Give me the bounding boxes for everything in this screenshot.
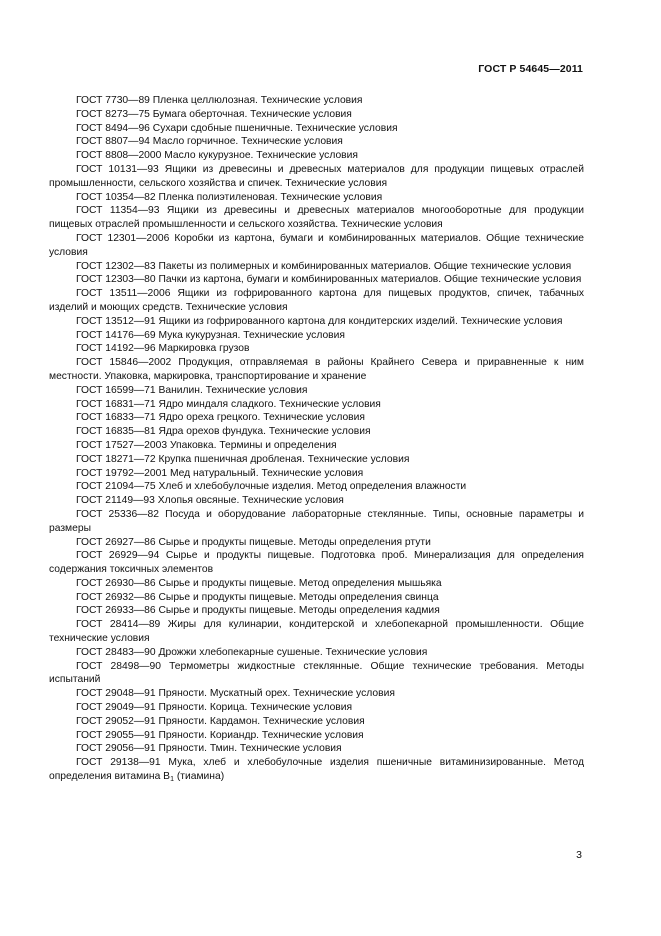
reference-entry: ГОСТ 10354—82 Пленка полиэтиленовая. Технические условия: [76, 191, 383, 203]
reference-entry: ГОСТ 16831—71 Ядро миндаля сладкого. Технические условия: [76, 398, 381, 410]
reference-entry: ГОСТ 8808—2000 Масло кукурузное. Технические условия: [76, 150, 358, 162]
reference-entry: ГОСТ 18271—72 Крупка пшеничная дробленая. Технические условия: [76, 453, 410, 465]
reference-entry: ГОСТ 26932—86 Сырье и продукты пищевые. Методы определения свинца: [76, 591, 439, 603]
vitamin-subscript: 1: [170, 776, 174, 784]
reference-entry-last-text: ГОСТ 29138—91 Мука, хлеб и хлебобулочные изделия пшеничные витаминизированные. Метод определения витамина B: [49, 757, 584, 783]
reference-entry: ГОСТ 29049—91 Пряности. Корица. Технические условия: [76, 702, 353, 714]
reference-entry-last: [49, 756, 584, 784]
document-header-title: ГОСТ Р 54645—2011: [478, 63, 583, 75]
reference-entry: ГОСТ 16833—71 Ядро ореха грецкого. Технические условия: [76, 412, 365, 424]
reference-entry: ГОСТ 28498—90 Термометры жидкостные стеклянные. Общие технические требования. Методы испытаний: [49, 660, 584, 686]
reference-entry: ГОСТ 11354—93 Ящики из древесины и древесных материалов многооборотные для продукции пищевых отраслей промышленности и сельского хозяйства. Технические условия: [49, 205, 584, 231]
reference-entry: ГОСТ 8807—94 Масло горчичное. Технические условия: [76, 136, 343, 148]
reference-entry: ГОСТ 15846—2002 Продукция, отправляемая в районы Крайнего Севера и приравненные к ним местности. Упаковка, маркировка, транспортирование и хранение: [49, 357, 584, 382]
reference-entry: ГОСТ 16835—81 Ядра орехов фундука. Технические условия: [76, 426, 371, 438]
reference-entry: ГОСТ 26927—86 Сырье и продукты пищевые. Методы определения ртути: [76, 536, 431, 548]
reference-entry: ГОСТ 29055—91 Пряности. Кориандр. Технические условия: [76, 729, 364, 741]
reference-entry: ГОСТ 21094—75 Хлеб и хлебобулочные изделия. Метод определения влажности: [76, 481, 467, 493]
reference-entry: ГОСТ 13511—2006 Ящики из гофрированного картона для пищевых продуктов, спичек, табачных изделий и моющих средств. Технические условия: [49, 288, 584, 313]
reference-entry: ГОСТ 8273—75 Бумага оберточная. Технические условия: [76, 108, 352, 120]
reference-entry: ГОСТ 21149—93 Хлопья овсяные. Технические условия: [76, 495, 344, 507]
reference-entry: ГОСТ 12301—2006 Коробки из картона, бумаги и комбинированных материалов. Общие технические условия: [49, 232, 584, 258]
reference-entry: ГОСТ 26930—86 Сырье и продукты пищевые. Метод определения мышьяка: [76, 577, 442, 589]
reference-entry: ГОСТ 8494—96 Сухари сдобные пшеничные. Технические условия: [76, 122, 398, 134]
reference-entry: ГОСТ 19792—2001 Мед натуральный. Технические условия: [76, 467, 364, 479]
reference-entry: ГОСТ 16599—71 Ванилин. Технические условия: [76, 384, 308, 396]
reference-entry: ГОСТ 12303—80 Пачки из картона, бумаги и комбинированных материалов. Общие технические условия: [76, 274, 582, 286]
reference-entry: ГОСТ 26929—94 Сырье и продукты пищевые. Подготовка проб. Минерализация для определения содержания токсичных элементов: [49, 550, 584, 576]
reference-entry: ГОСТ 26933—86 Сырье и продукты пищевые. Методы определения кадмия: [76, 605, 440, 617]
reference-entries: [49, 94, 584, 756]
reference-entry: ГОСТ 29056—91 Пряности. Тмин. Технические условия: [76, 743, 342, 755]
reference-entry: ГОСТ 10131—93 Ящики из древесины и древесных материалов для продукции пищевых отраслей промышленности, сельского хозяйства и спичек. Технические условия: [49, 163, 584, 189]
reference-entry: ГОСТ 14192—96 Маркировка грузов: [76, 343, 250, 355]
reference-entry: ГОСТ 13512—91 Ящики из гофрированного картона для кондитерских изделий. Технические условия: [76, 315, 563, 327]
reference-entry: ГОСТ 29048—91 Пряности. Мускатный орех. Технические условия: [76, 688, 395, 700]
normative-references-list: [49, 94, 584, 784]
reference-entry: ГОСТ 29052—91 Пряности. Кардамон. Технические условия: [76, 715, 365, 727]
reference-entry: ГОСТ 28483—90 Дрожжи хлебопекарные сушеные. Технические условия: [76, 646, 428, 658]
reference-entry: ГОСТ 28414—89 Жиры для кулинарии, кондитерской и хлебопекарной промышленности. Общие технические условия: [49, 619, 584, 645]
reference-entry: ГОСТ 12302—83 Пакеты из полимерных и комбинированных материалов. Общие технические условия: [76, 260, 572, 272]
reference-entry: ГОСТ 17527—2003 Упаковка. Термины и определения: [76, 439, 337, 451]
reference-entry: ГОСТ 14176—69 Мука кукурузная. Технические условия: [76, 329, 345, 341]
reference-entry: ГОСТ 25336—82 Посуда и оборудование лабораторные стеклянные. Типы, основные параметры и размеры: [49, 508, 584, 534]
reference-entry: ГОСТ 7730—89 Пленка целлюлозная. Технические условия: [76, 95, 363, 106]
page-number: 3: [576, 849, 582, 861]
reference-entry-last-suffix: (тиамина): [173, 771, 225, 783]
